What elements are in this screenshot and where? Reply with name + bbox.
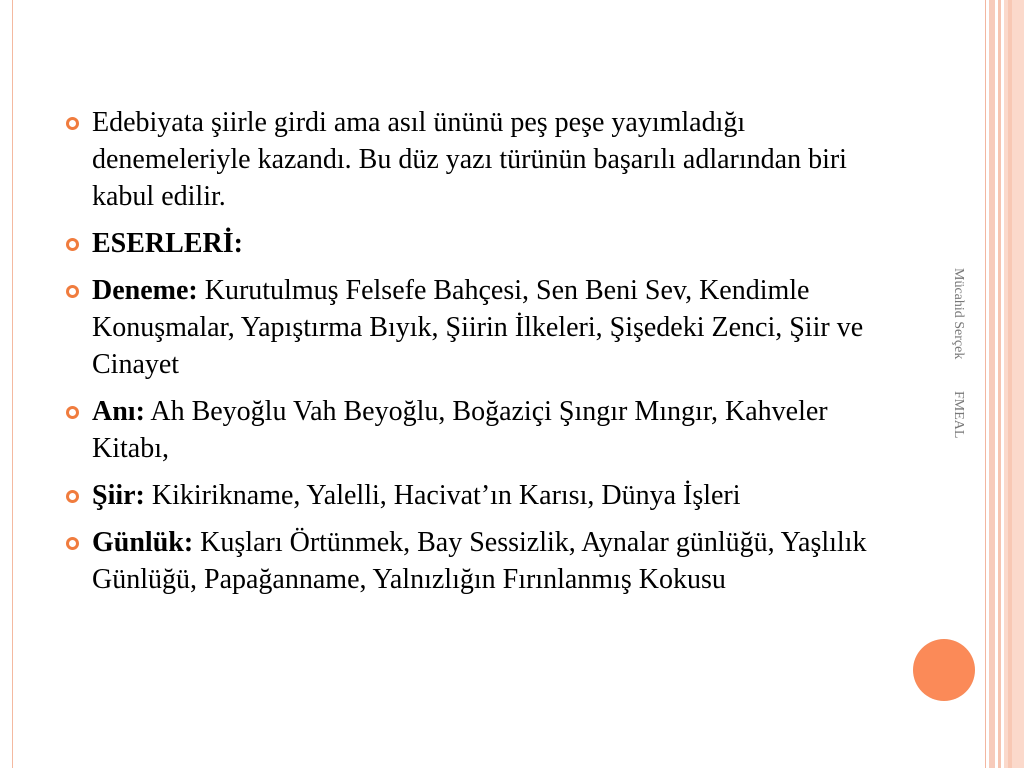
- right-stripe: [998, 0, 1001, 768]
- item-text: Kurutulmuş Felsefe Bahçesi, Sen Beni Sev, Kendimle Konuşmalar, Yapıştırma Bıyık, Şiirin İlkeleri, Şişedeki Zenci, Şiir ve Cinayet: [92, 275, 864, 380]
- bullet-icon: [66, 537, 79, 550]
- list-item: [62, 104, 892, 215]
- right-stripe: [989, 0, 995, 768]
- item-label: ESERLERİ:: [92, 228, 243, 259]
- footer-org: FMEAL: [951, 390, 966, 439]
- decorative-circle: [914, 640, 974, 700]
- list-item: [62, 272, 892, 383]
- bullet-icon: [66, 117, 79, 130]
- footer-author: Mücahid Serçek: [951, 268, 966, 360]
- right-stripe: [985, 0, 986, 768]
- bullet-icon: [66, 406, 79, 419]
- footer: [948, 268, 968, 438]
- left-frame-line: [12, 0, 13, 768]
- item-label: Günlük:: [92, 527, 194, 558]
- item-text: Kikirikname, Yalelli, Hacivat’ın Karısı, Dünya İşleri: [144, 480, 741, 511]
- bullet-list: [62, 104, 892, 608]
- item-label: Anı:: [92, 396, 145, 427]
- list-item: [62, 393, 892, 467]
- item-text: Kuşları Örtünmek, Bay Sessizlik, Aynalar günlüğü, Yaşlılık Günlüğü, Papağanname, Yalnızlığın Fırınlanmış Kokusu: [92, 527, 867, 595]
- right-stripe: [1008, 0, 1012, 768]
- list-item: [62, 477, 892, 514]
- bullet-icon: [66, 238, 79, 251]
- bullet-icon: [66, 490, 79, 503]
- item-label: Şiir:: [92, 480, 145, 511]
- list-item: [62, 524, 892, 598]
- item-text: Edebiyata şiirle girdi ama asıl ününü peş peşe yayımladığı denemeleriyle kazandı. Bu düz yazı türünün başarılı adlarından biri kabul edilir.: [92, 107, 847, 212]
- item-label: Deneme:: [92, 275, 198, 306]
- item-text: Ah Beyoğlu Vah Beyoğlu, Boğaziçi Şıngır Mıngır, Kahveler Kitabı,: [92, 396, 828, 464]
- list-item: [62, 225, 892, 262]
- bullet-icon: [66, 285, 79, 298]
- right-stripe: [1004, 0, 1024, 768]
